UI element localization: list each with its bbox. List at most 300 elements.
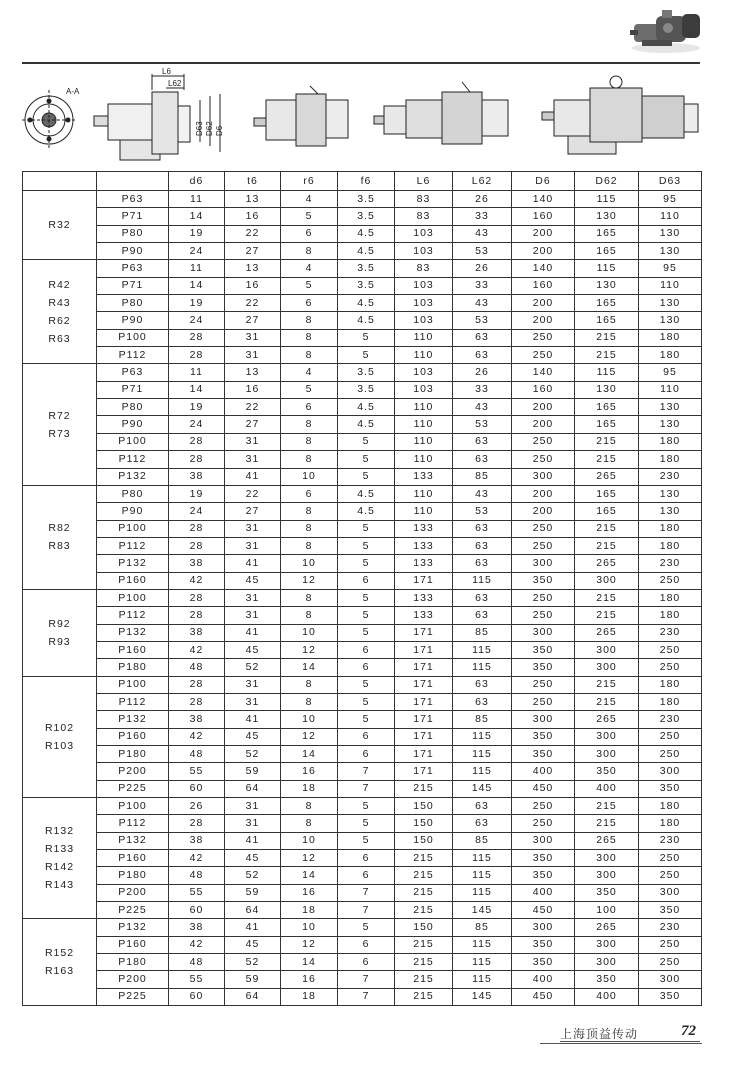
model-label: R143 [44,879,75,892]
value-cell: 350 [512,572,575,589]
value-cell: 48 [169,867,225,884]
value-cell: 115 [453,572,512,589]
value-cell: 250 [512,451,575,468]
value-cell: 150 [395,832,453,849]
value-cell: 215 [395,936,453,953]
value-cell: 83 [395,260,453,277]
value-cell: 5 [338,589,395,606]
value-cell: 26 [169,798,225,815]
table-row [23,191,702,208]
value-cell: 215 [575,589,639,606]
value-cell: 180 [639,815,702,832]
motor-frame-cell: P160 [97,936,169,953]
value-cell: 41 [225,711,281,728]
value-cell: 103 [395,243,453,260]
table-row [23,208,702,225]
table-row [23,468,702,485]
value-cell: 18 [281,988,338,1005]
value-cell: 215 [395,780,453,797]
value-cell: 8 [281,243,338,260]
value-cell: 300 [575,746,639,763]
table-row [23,572,702,589]
value-cell: 6 [338,867,395,884]
value-cell: 350 [512,659,575,676]
value-cell: 31 [225,329,281,346]
value-cell: 180 [639,537,702,554]
value-cell: 12 [281,728,338,745]
value-cell: 180 [639,589,702,606]
value-cell: 171 [395,641,453,658]
table-row [23,902,702,919]
value-cell: 110 [395,433,453,450]
model-group-cell [23,260,97,364]
value-cell: 12 [281,572,338,589]
value-cell: 130 [639,295,702,312]
value-cell: 28 [169,347,225,364]
value-cell: 215 [395,867,453,884]
value-cell: 140 [512,191,575,208]
motor-view-2 [254,86,348,146]
value-cell: 215 [395,988,453,1005]
value-cell: 11 [169,191,225,208]
value-cell: 171 [395,624,453,641]
motor-view-3 [374,82,508,144]
value-cell: 5 [338,832,395,849]
table-row [23,798,702,815]
value-cell: 5 [338,329,395,346]
value-cell: 250 [512,520,575,537]
table-row [23,312,702,329]
dim-label-l62: L62 [168,79,182,88]
value-cell: 43 [453,485,512,502]
value-cell: 63 [453,520,512,537]
model-label: R142 [44,861,75,874]
value-cell: 350 [575,971,639,988]
motor-frame-cell: P160 [97,572,169,589]
motor-frame-cell: P132 [97,624,169,641]
value-cell: 8 [281,676,338,693]
model-label: R32 [48,219,71,232]
value-cell: 53 [453,503,512,520]
value-cell: 64 [225,780,281,797]
value-cell: 215 [575,537,639,554]
value-cell: 8 [281,607,338,624]
value-cell: 41 [225,919,281,936]
value-cell: 33 [453,277,512,294]
dim-label-d63: D63 [195,121,204,136]
value-cell: 230 [639,832,702,849]
value-cell: 24 [169,503,225,520]
value-cell: 200 [512,225,575,242]
value-cell: 110 [639,277,702,294]
value-cell: 300 [512,624,575,641]
value-cell: 250 [639,728,702,745]
value-cell: 48 [169,659,225,676]
value-cell: 300 [639,971,702,988]
value-cell: 31 [225,798,281,815]
table-row [23,485,702,502]
value-cell: 350 [512,850,575,867]
value-cell: 8 [281,347,338,364]
table-row [23,624,702,641]
model-group-cell [23,589,97,676]
value-cell: 110 [395,347,453,364]
value-cell: 28 [169,451,225,468]
motor-frame-cell: P112 [97,347,169,364]
value-cell: 3.5 [338,364,395,381]
value-cell: 250 [512,693,575,710]
value-cell: 13 [225,191,281,208]
value-cell: 215 [575,607,639,624]
value-cell: 4.5 [338,416,395,433]
value-cell: 110 [639,381,702,398]
value-cell: 180 [639,347,702,364]
value-cell: 41 [225,832,281,849]
value-cell: 60 [169,902,225,919]
model-label: R133 [44,843,75,856]
motor-frame-cell: P112 [97,537,169,554]
value-cell: 5 [338,815,395,832]
value-cell: 115 [453,936,512,953]
value-cell: 150 [395,815,453,832]
value-cell: 64 [225,988,281,1005]
value-cell: 52 [225,954,281,971]
value-cell: 31 [225,815,281,832]
table-row [23,416,702,433]
value-cell: 165 [575,295,639,312]
value-cell: 3.5 [338,277,395,294]
value-cell: 31 [225,607,281,624]
technical-drawings [22,66,700,170]
value-cell: 14 [281,954,338,971]
value-cell: 7 [338,971,395,988]
value-cell: 230 [639,711,702,728]
value-cell: 63 [453,329,512,346]
value-cell: 133 [395,607,453,624]
value-cell: 165 [575,416,639,433]
motor-frame-cell: P100 [97,676,169,693]
value-cell: 22 [225,399,281,416]
value-cell: 6 [338,850,395,867]
value-cell: 215 [395,954,453,971]
value-cell: 300 [575,954,639,971]
value-cell: 230 [639,919,702,936]
value-cell: 8 [281,503,338,520]
value-cell: 130 [639,243,702,260]
value-cell: 400 [512,971,575,988]
model-label: R163 [44,965,75,978]
table-row [23,919,702,936]
value-cell: 165 [575,399,639,416]
value-cell: 43 [453,295,512,312]
motor-frame-cell: P132 [97,832,169,849]
value-cell: 31 [225,537,281,554]
value-cell: 31 [225,693,281,710]
value-cell: 18 [281,780,338,797]
value-cell: 7 [338,902,395,919]
value-cell: 63 [453,815,512,832]
value-cell: 14 [281,867,338,884]
value-cell: 28 [169,433,225,450]
value-cell: 16 [225,277,281,294]
value-cell: 42 [169,641,225,658]
value-cell: 171 [395,746,453,763]
value-cell: 115 [453,954,512,971]
value-cell: 350 [512,936,575,953]
value-cell: 63 [453,693,512,710]
value-cell: 5 [338,347,395,364]
value-cell: 8 [281,537,338,554]
motor-frame-cell: P132 [97,919,169,936]
motor-frame-cell: P100 [97,798,169,815]
value-cell: 52 [225,746,281,763]
table-row [23,988,702,1005]
value-cell: 350 [639,988,702,1005]
value-cell: 52 [225,867,281,884]
value-cell: 145 [453,780,512,797]
value-cell: 4 [281,260,338,277]
model-label: R102 [44,721,75,734]
value-cell: 215 [575,676,639,693]
value-cell: 250 [512,537,575,554]
value-cell: 45 [225,850,281,867]
value-cell: 200 [512,243,575,260]
value-cell: 180 [639,520,702,537]
model-label: R63 [48,332,71,345]
value-cell: 165 [575,485,639,502]
value-cell: 215 [575,433,639,450]
value-cell: 165 [575,243,639,260]
value-cell: 300 [575,936,639,953]
value-cell: 6 [281,295,338,312]
value-cell: 250 [512,798,575,815]
value-cell: 31 [225,451,281,468]
value-cell: 230 [639,555,702,572]
value-cell: 16 [281,763,338,780]
value-cell: 130 [639,399,702,416]
value-cell: 55 [169,971,225,988]
value-cell: 165 [575,312,639,329]
column-header: D62 [575,172,639,191]
motor-frame-cell: P100 [97,589,169,606]
value-cell: 5 [338,537,395,554]
value-cell: 250 [512,347,575,364]
value-cell: 350 [575,884,639,901]
value-cell: 133 [395,537,453,554]
value-cell: 19 [169,485,225,502]
value-cell: 63 [453,607,512,624]
value-cell: 200 [512,416,575,433]
value-cell: 41 [225,624,281,641]
table-row [23,555,702,572]
motor-frame-cell: P90 [97,503,169,520]
value-cell: 200 [512,503,575,520]
table-row [23,433,702,450]
value-cell: 11 [169,260,225,277]
value-cell: 5 [338,607,395,624]
value-cell: 33 [453,381,512,398]
value-cell: 300 [575,728,639,745]
motor-frame-cell: P225 [97,902,169,919]
value-cell: 10 [281,711,338,728]
value-cell: 4.5 [338,312,395,329]
value-cell: 8 [281,433,338,450]
model-label: R103 [44,739,75,752]
value-cell: 38 [169,711,225,728]
value-cell: 115 [575,191,639,208]
table-row [23,971,702,988]
value-cell: 130 [575,208,639,225]
brand-name: 上海顶益传动 [560,1027,639,1041]
value-cell: 6 [338,659,395,676]
value-cell: 130 [575,381,639,398]
value-cell: 215 [395,971,453,988]
value-cell: 133 [395,555,453,572]
motor-frame-cell: P180 [97,867,169,884]
value-cell: 103 [395,277,453,294]
motor-frame-cell: P100 [97,329,169,346]
value-cell: 83 [395,191,453,208]
column-header: r6 [281,172,338,191]
motor-frame-cell: P100 [97,520,169,537]
value-cell: 300 [512,711,575,728]
table-row [23,589,702,606]
value-cell: 145 [453,902,512,919]
value-cell: 5 [338,798,395,815]
value-cell: 200 [512,485,575,502]
table-body [23,191,702,1006]
value-cell: 115 [453,884,512,901]
value-cell: 45 [225,572,281,589]
value-cell: 160 [512,277,575,294]
motor-frame-cell: P100 [97,433,169,450]
value-cell: 5 [338,433,395,450]
table-row [23,659,702,676]
motor-frame-cell: P80 [97,295,169,312]
model-label: R132 [44,825,75,838]
motor-frame-cell: P225 [97,988,169,1005]
table-row [23,936,702,953]
value-cell: 265 [575,919,639,936]
value-cell: 250 [512,815,575,832]
value-cell: 26 [453,364,512,381]
table-row [23,884,702,901]
motor-frame-cell: P63 [97,260,169,277]
value-cell: 300 [512,555,575,572]
value-cell: 250 [639,954,702,971]
value-cell: 180 [639,329,702,346]
value-cell: 95 [639,260,702,277]
value-cell: 300 [575,659,639,676]
value-cell: 4 [281,191,338,208]
side-view-dimensioned [94,74,220,160]
motor-frame-cell: P132 [97,555,169,572]
column-header: f6 [338,172,395,191]
value-cell: 22 [225,485,281,502]
value-cell: 31 [225,520,281,537]
value-cell: 24 [169,243,225,260]
column-header [23,172,97,191]
footer-underline [560,1041,700,1042]
table-row [23,503,702,520]
value-cell: 95 [639,364,702,381]
value-cell: 171 [395,659,453,676]
motor-frame-cell: P71 [97,277,169,294]
motor-frame-cell: P160 [97,641,169,658]
table-row [23,763,702,780]
value-cell: 103 [395,225,453,242]
value-cell: 250 [639,659,702,676]
value-cell: 150 [395,798,453,815]
column-header: D6 [512,172,575,191]
value-cell: 215 [575,815,639,832]
value-cell: 115 [453,746,512,763]
value-cell: 165 [575,225,639,242]
value-cell: 26 [453,191,512,208]
table-row [23,520,702,537]
value-cell: 180 [639,693,702,710]
value-cell: 103 [395,312,453,329]
value-cell: 5 [338,451,395,468]
value-cell: 28 [169,676,225,693]
table-row [23,295,702,312]
value-cell: 14 [281,659,338,676]
motor-frame-cell: P225 [97,780,169,797]
value-cell: 63 [453,676,512,693]
model-group-cell [23,364,97,485]
value-cell: 171 [395,676,453,693]
table-row [23,676,702,693]
value-cell: 27 [225,312,281,329]
motor-frame-cell: P90 [97,312,169,329]
column-header [97,172,169,191]
value-cell: 52 [225,659,281,676]
value-cell: 16 [281,971,338,988]
value-cell: 250 [512,607,575,624]
value-cell: 215 [575,329,639,346]
value-cell: 14 [169,208,225,225]
value-cell: 24 [169,312,225,329]
value-cell: 140 [512,364,575,381]
value-cell: 265 [575,832,639,849]
value-cell: 110 [395,399,453,416]
value-cell: 171 [395,693,453,710]
value-cell: 4.5 [338,399,395,416]
value-cell: 230 [639,624,702,641]
value-cell: 450 [512,780,575,797]
value-cell: 28 [169,589,225,606]
table-row [23,954,702,971]
value-cell: 250 [512,676,575,693]
value-cell: 160 [512,208,575,225]
value-cell: 115 [453,659,512,676]
value-cell: 250 [639,936,702,953]
value-cell: 250 [639,746,702,763]
motor-frame-cell: P63 [97,191,169,208]
value-cell: 110 [639,208,702,225]
motor-view-4 [542,76,698,154]
table-row [23,381,702,398]
value-cell: 53 [453,243,512,260]
value-cell: 103 [395,295,453,312]
value-cell: 8 [281,520,338,537]
value-cell: 180 [639,798,702,815]
table-row [23,277,702,294]
value-cell: 14 [169,277,225,294]
value-cell: 33 [453,208,512,225]
value-cell: 59 [225,971,281,988]
value-cell: 4.5 [338,243,395,260]
